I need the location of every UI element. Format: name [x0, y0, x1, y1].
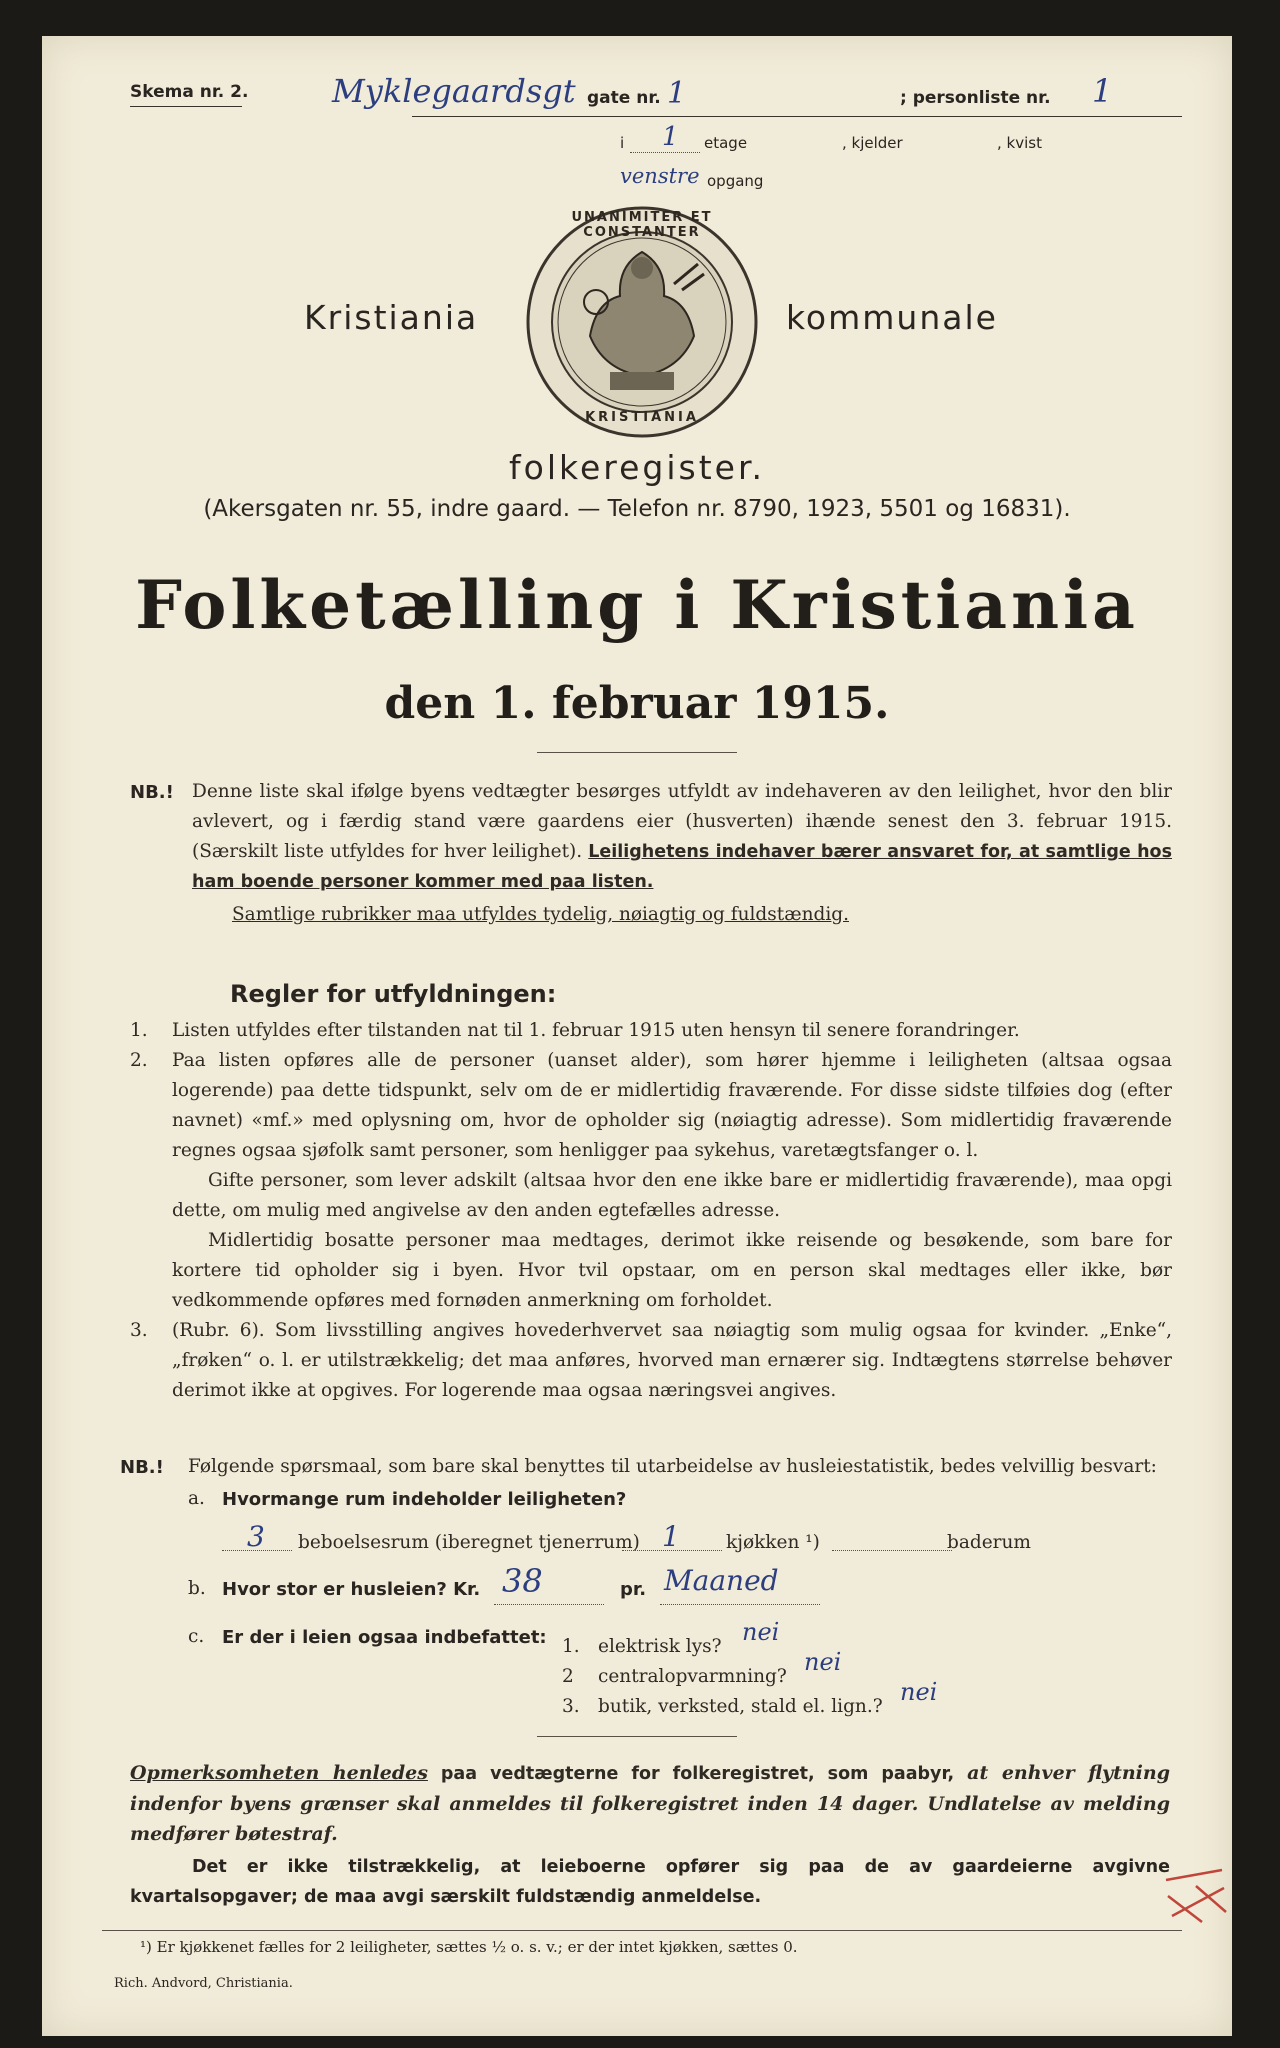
rooms-label: beboelsesrum (iberegnet tjenerrum)	[298, 1532, 640, 1553]
nb2-intro: Følgende spørsmaal, som bare skal benyttes til utarbeidelse av husleiestatistik, bedes velvillig besvart:	[188, 1456, 1157, 1477]
rules-heading: Regler for utfyldningen:	[230, 980, 557, 1008]
opgang-value: venstre	[620, 164, 700, 188]
kitchen-value: 1	[662, 1520, 680, 1553]
rule1-number: 1.	[130, 1020, 148, 1041]
city-seal	[524, 204, 760, 440]
c3-answer: nei	[900, 1678, 938, 1706]
nb2-c-question: Er der i leien ogsaa indbefattet:	[222, 1627, 547, 1648]
printer-credit: Rich. Andvord, Christiania.	[114, 1976, 293, 1991]
institution-address: (Akersgaten nr. 55, indre gaard. — Telefon nr. 8790, 1923, 5501 og 16831).	[203, 496, 1071, 522]
bath-dots	[832, 1550, 952, 1551]
c3-text: butik, verksted, stald el. lign.?	[598, 1696, 883, 1717]
gate-label: gate nr.	[587, 88, 661, 108]
skema-underline	[130, 106, 242, 107]
pr-label: pr.	[620, 1579, 647, 1600]
rule2b-text: Gifte personer, som lever adskilt (altsaa hvor den ene ikke bare er midlertidig fraværende), maa opgi dette, om mulig med angivelse av den anden egtefælles adresse.	[172, 1170, 1172, 1221]
institution-right: kommunale	[786, 298, 998, 337]
rule1-text: Listen utfyldes efter tilstanden nat til 1. februar 1915 uten hensyn til senere forandringer.	[172, 1020, 1020, 1041]
nb2-b-question: Hvor stor er husleien? Kr.	[222, 1579, 481, 1600]
opgang-label: opgang	[707, 172, 764, 190]
personliste-number: 1	[1092, 72, 1113, 110]
nb1-text-a: Denne liste skal ifølge byens vedtægter besørges utfyldt av indehaveren av den leilighet, hvor den blir avlevert, og i færdig stand være gaardens eier (husverten) ihænde senest den 3. februar 1915. (Særskilt liste utfyldes for hver leilighet).	[192, 781, 1172, 862]
c2-text: centralopvarmning?	[598, 1666, 787, 1687]
gate-number: 1	[667, 76, 687, 111]
title-date: den 1. februar 1915.	[384, 678, 890, 729]
institution-left: Kristiania	[304, 298, 479, 337]
footnote: ¹) Er kjøkkenet fælles for 2 leiligheter, sættes ½ o. s. v.; er der intet kjøkken, sættes 0.	[140, 1938, 798, 1956]
notice-text3: Det er ikke tilstrækkelig, at leieboerne opfører sig paa de av gaardeierne avgivne kvartalsopgaver; de maa avgi særskilt fuldstændig anmeldelse.	[130, 1857, 1170, 1907]
red-check-mark-icon	[1162, 1866, 1232, 1926]
institution-name: folkeregister.	[509, 448, 765, 487]
notice-text2: at enhver flytning indenfor byens grænser skal anmeldes til folkeregistret inden 14 dager. Undlatelse av melding medfører bøtestraf.	[130, 1762, 1170, 1845]
c1-answer: nei	[742, 1618, 780, 1646]
rooms-dots	[222, 1550, 292, 1551]
street-name-handwritten: Myklegaardsgt	[332, 72, 576, 110]
census-form-page	[42, 36, 1232, 2036]
rule2c-text: Midlertidig bosatte personer maa medtages, derimot ikke reisende og besøkende, som bare for kortere tid opholder sig i byen. Hvor tvil opstaar, om en person skal medtages eller ikke, bør vedkommende opføres med fornøden anmerkning om forholdet.	[172, 1230, 1172, 1311]
footnote-divider	[102, 1930, 1182, 1931]
c3-number: 3.	[562, 1696, 580, 1717]
nb1-label: NB.!	[130, 782, 174, 803]
notice-lead: Opmerksomheten henledes	[130, 1762, 428, 1784]
seal-bottom-text: KRISTIANIA	[585, 410, 699, 425]
rule3-text: (Rubr. 6). Som livsstilling angives hovederhvervet saa nøiagtig som mulig ogsaa for kvinder. „Enke“, „frøken“ o. l. er utilstrækkelig; det maa anføres, hvorved man ernærer sig. Indtægtens størrelse behøver derimot ikke at opgives. For logerende maa ogsaa næringsvei angives.	[172, 1320, 1172, 1401]
notice-paragraph	[130, 1758, 1170, 1849]
kitchen-dots	[622, 1550, 722, 1551]
nb1-paragraph	[192, 777, 1172, 897]
period-value: Maaned	[664, 1564, 779, 1597]
nb2-c-label: c.	[188, 1626, 205, 1647]
i-label: i	[620, 134, 625, 152]
nb1-text-c-wrap	[232, 900, 1172, 930]
kitchen-label: kjøkken ¹)	[726, 1532, 820, 1553]
nb2-a-label: a.	[188, 1488, 205, 1509]
bath-label: baderum	[947, 1532, 1031, 1553]
rooms-value: 3	[247, 1520, 265, 1553]
etage-value: 1	[662, 122, 679, 152]
c2-answer: nei	[804, 1648, 842, 1676]
etage-dots	[630, 152, 700, 153]
c1-text: elektrisk lys?	[598, 1636, 722, 1657]
nb2-a-question: Hvormange rum indeholder leiligheten?	[222, 1489, 627, 1510]
nb2-b-label: b.	[188, 1578, 206, 1599]
title-divider	[537, 752, 737, 753]
period-dots	[660, 1604, 820, 1605]
rent-dots	[494, 1604, 604, 1605]
skema-label: Skema nr. 2.	[130, 82, 249, 102]
nb1-text-b: Leilighetens indehaver bærer ansvaret for, at samtlige hos ham boende personer kommer med paa listen.	[192, 842, 1172, 892]
section-divider	[537, 1736, 737, 1737]
rule2-number: 2.	[130, 1050, 148, 1071]
kjelder-label: , kjelder	[842, 134, 903, 152]
c2-number: 2	[562, 1666, 574, 1687]
c1-number: 1.	[562, 1636, 580, 1657]
rent-value: 38	[502, 1562, 543, 1600]
header-underline	[412, 116, 1182, 117]
nb1-text-c: Samtlige rubrikker maa utfyldes tydelig, nøiagtig og fuldstændig.	[232, 904, 849, 925]
seal-outer-text: UNANIMITER ET CONSTANTER	[571, 210, 713, 240]
personliste-label: ; personliste nr.	[900, 88, 1051, 108]
nb2-label: NB.!	[120, 1457, 164, 1478]
notice-text1: paa vedtægterne for folkeregistret, som paabyr,	[440, 1764, 955, 1784]
rule3-number: 3.	[130, 1320, 148, 1341]
etage-label: etage	[704, 134, 748, 152]
main-title: Folketælling i Kristiania	[135, 566, 1139, 644]
rule2-text: Paa listen opføres alle de personer (uanset alder), som hører hjemme i leiligheten (altsaa ogsaa logerende) paa dette tidspunkt, selv om de er midlertidig fraværende. For disse sidste tilføies dog (efter navnet) «mf.» med oplysning om, hvor de opholder sig (nøiagtig adresse). Som midlertidig fraværende regnes ogsaa sjøfolk samt personer, som henligger paa sykehus, varetægtsfanger o. l.	[172, 1050, 1172, 1161]
kvist-label: , kvist	[997, 134, 1042, 152]
